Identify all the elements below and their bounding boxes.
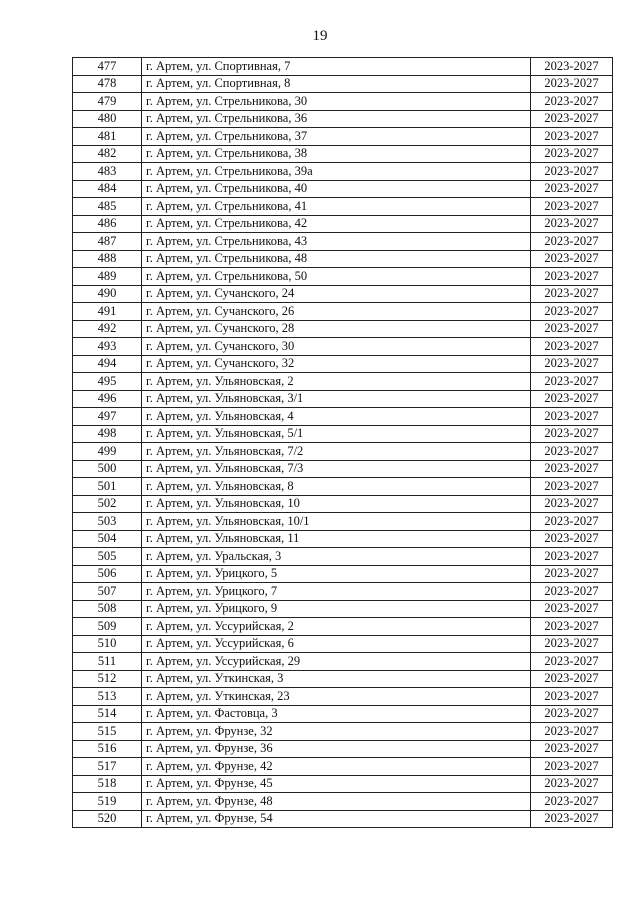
row-number-cell: 499 (73, 443, 142, 461)
row-number-cell: 477 (73, 58, 142, 76)
period-cell: 2023-2027 (531, 653, 613, 671)
period-cell: 2023-2027 (531, 723, 613, 741)
table-row (73, 530, 613, 548)
table-row (73, 303, 613, 321)
table-row (73, 723, 613, 741)
row-number-cell: 483 (73, 163, 142, 181)
row-number-cell: 482 (73, 145, 142, 163)
row-number-cell: 488 (73, 250, 142, 268)
table-row (73, 215, 613, 233)
address-cell: г. Артем, ул. Стрельникова, 38 (142, 145, 531, 163)
address-cell: г. Артем, ул. Ульяновская, 2 (142, 373, 531, 391)
row-number-cell: 517 (73, 758, 142, 776)
address-cell: г. Артем, ул. Уткинская, 23 (142, 688, 531, 706)
address-cell: г. Артем, ул. Ульяновская, 8 (142, 478, 531, 496)
row-number-cell: 512 (73, 670, 142, 688)
table-row (73, 233, 613, 251)
row-number-cell: 484 (73, 180, 142, 198)
address-table (72, 57, 613, 828)
address-table-body (73, 58, 613, 828)
table-row (73, 75, 613, 93)
address-cell: г. Артем, ул. Уссурийская, 2 (142, 618, 531, 636)
period-cell: 2023-2027 (531, 320, 613, 338)
row-number-cell: 480 (73, 110, 142, 128)
period-cell: 2023-2027 (531, 530, 613, 548)
table-row (73, 705, 613, 723)
table-row (73, 810, 613, 828)
row-number-cell: 518 (73, 775, 142, 793)
period-cell: 2023-2027 (531, 460, 613, 478)
period-cell: 2023-2027 (531, 110, 613, 128)
table-row (73, 338, 613, 356)
table-row (73, 688, 613, 706)
address-cell: г. Артем, ул. Стрельникова, 36 (142, 110, 531, 128)
period-cell: 2023-2027 (531, 268, 613, 286)
address-cell: г. Артем, ул. Ульяновская, 7/2 (142, 443, 531, 461)
address-cell: г. Артем, ул. Фрунзе, 42 (142, 758, 531, 776)
period-cell: 2023-2027 (531, 810, 613, 828)
table-row (73, 565, 613, 583)
table-row (73, 128, 613, 146)
address-cell: г. Артем, ул. Ульяновская, 7/3 (142, 460, 531, 478)
period-cell: 2023-2027 (531, 758, 613, 776)
table-row (73, 600, 613, 618)
row-number-cell: 478 (73, 75, 142, 93)
period-cell: 2023-2027 (531, 233, 613, 251)
address-cell: г. Артем, ул. Фрунзе, 54 (142, 810, 531, 828)
table-row (73, 58, 613, 76)
period-cell: 2023-2027 (531, 93, 613, 111)
period-cell: 2023-2027 (531, 583, 613, 601)
row-number-cell: 516 (73, 740, 142, 758)
row-number-cell: 479 (73, 93, 142, 111)
row-number-cell: 486 (73, 215, 142, 233)
row-number-cell: 506 (73, 565, 142, 583)
table-row (73, 408, 613, 426)
row-number-cell: 520 (73, 810, 142, 828)
table-row (73, 478, 613, 496)
address-cell: г. Артем, ул. Сучанского, 26 (142, 303, 531, 321)
period-cell: 2023-2027 (531, 180, 613, 198)
row-number-cell: 500 (73, 460, 142, 478)
table-row (73, 548, 613, 566)
table-row (73, 93, 613, 111)
row-number-cell: 507 (73, 583, 142, 601)
table-row (73, 460, 613, 478)
period-cell: 2023-2027 (531, 793, 613, 811)
row-number-cell: 487 (73, 233, 142, 251)
period-cell: 2023-2027 (531, 163, 613, 181)
table-row (73, 180, 613, 198)
period-cell: 2023-2027 (531, 250, 613, 268)
address-cell: г. Артем, ул. Стрельникова, 43 (142, 233, 531, 251)
address-cell: г. Артем, ул. Уральская, 3 (142, 548, 531, 566)
period-cell: 2023-2027 (531, 443, 613, 461)
address-cell: г. Артем, ул. Спортивная, 8 (142, 75, 531, 93)
table-row (73, 110, 613, 128)
row-number-cell: 510 (73, 635, 142, 653)
row-number-cell: 519 (73, 793, 142, 811)
table-row (73, 320, 613, 338)
table-row (73, 355, 613, 373)
table-row (73, 758, 613, 776)
period-cell: 2023-2027 (531, 705, 613, 723)
period-cell: 2023-2027 (531, 285, 613, 303)
table-row (73, 775, 613, 793)
period-cell: 2023-2027 (531, 373, 613, 391)
row-number-cell: 497 (73, 408, 142, 426)
address-cell: г. Артем, ул. Стрельникова, 30 (142, 93, 531, 111)
period-cell: 2023-2027 (531, 670, 613, 688)
row-number-cell: 481 (73, 128, 142, 146)
period-cell: 2023-2027 (531, 425, 613, 443)
row-number-cell: 508 (73, 600, 142, 618)
period-cell: 2023-2027 (531, 145, 613, 163)
table-row (73, 513, 613, 531)
address-cell: г. Артем, ул. Стрельникова, 41 (142, 198, 531, 216)
row-number-cell: 485 (73, 198, 142, 216)
table-row (73, 740, 613, 758)
period-cell: 2023-2027 (531, 495, 613, 513)
table-row (73, 268, 613, 286)
address-cell: г. Артем, ул. Фрунзе, 32 (142, 723, 531, 741)
address-cell: г. Артем, ул. Стрельникова, 37 (142, 128, 531, 146)
address-cell: г. Артем, ул. Ульяновская, 11 (142, 530, 531, 548)
period-cell: 2023-2027 (531, 688, 613, 706)
row-number-cell: 515 (73, 723, 142, 741)
row-number-cell: 491 (73, 303, 142, 321)
row-number-cell: 494 (73, 355, 142, 373)
table-row (73, 583, 613, 601)
row-number-cell: 498 (73, 425, 142, 443)
address-cell: г. Артем, ул. Фрунзе, 36 (142, 740, 531, 758)
table-row (73, 198, 613, 216)
row-number-cell: 505 (73, 548, 142, 566)
row-number-cell: 495 (73, 373, 142, 391)
table-row (73, 163, 613, 181)
address-cell: г. Артем, ул. Ульяновская, 10/1 (142, 513, 531, 531)
row-number-cell: 496 (73, 390, 142, 408)
table-row (73, 670, 613, 688)
period-cell: 2023-2027 (531, 355, 613, 373)
period-cell: 2023-2027 (531, 198, 613, 216)
address-cell: г. Артем, ул. Урицкого, 5 (142, 565, 531, 583)
address-cell: г. Артем, ул. Уссурийская, 6 (142, 635, 531, 653)
table-row (73, 373, 613, 391)
period-cell: 2023-2027 (531, 548, 613, 566)
period-cell: 2023-2027 (531, 565, 613, 583)
table-row (73, 653, 613, 671)
address-cell: г. Артем, ул. Стрельникова, 42 (142, 215, 531, 233)
page-number: 19 (312, 28, 328, 44)
period-cell: 2023-2027 (531, 215, 613, 233)
address-cell: г. Артем, ул. Сучанского, 30 (142, 338, 531, 356)
address-cell: г. Артем, ул. Стрельникова, 50 (142, 268, 531, 286)
address-cell: г. Артем, ул. Сучанского, 28 (142, 320, 531, 338)
table-row (73, 425, 613, 443)
table-row (73, 390, 613, 408)
address-cell: г. Артем, ул. Спортивная, 7 (142, 58, 531, 76)
table-row (73, 495, 613, 513)
row-number-cell: 489 (73, 268, 142, 286)
address-cell: г. Артем, ул. Ульяновская, 10 (142, 495, 531, 513)
period-cell: 2023-2027 (531, 338, 613, 356)
address-cell: г. Артем, ул. Ульяновская, 3/1 (142, 390, 531, 408)
address-cell: г. Артем, ул. Уссурийская, 29 (142, 653, 531, 671)
address-cell: г. Артем, ул. Сучанского, 24 (142, 285, 531, 303)
row-number-cell: 511 (73, 653, 142, 671)
address-cell: г. Артем, ул. Стрельникова, 48 (142, 250, 531, 268)
period-cell: 2023-2027 (531, 478, 613, 496)
table-row (73, 618, 613, 636)
address-cell: г. Артем, ул. Стрельникова, 39а (142, 163, 531, 181)
period-cell: 2023-2027 (531, 740, 613, 758)
row-number-cell: 492 (73, 320, 142, 338)
address-cell: г. Артем, ул. Сучанского, 32 (142, 355, 531, 373)
address-cell: г. Артем, ул. Стрельникова, 40 (142, 180, 531, 198)
table-row (73, 443, 613, 461)
row-number-cell: 513 (73, 688, 142, 706)
period-cell: 2023-2027 (531, 618, 613, 636)
address-cell: г. Артем, ул. Фрунзе, 45 (142, 775, 531, 793)
period-cell: 2023-2027 (531, 390, 613, 408)
address-cell: г. Артем, ул. Урицкого, 9 (142, 600, 531, 618)
period-cell: 2023-2027 (531, 513, 613, 531)
row-number-cell: 493 (73, 338, 142, 356)
address-cell: г. Артем, ул. Фастовца, 3 (142, 705, 531, 723)
address-cell: г. Артем, ул. Уткинская, 3 (142, 670, 531, 688)
address-cell: г. Артем, ул. Ульяновская, 5/1 (142, 425, 531, 443)
period-cell: 2023-2027 (531, 635, 613, 653)
period-cell: 2023-2027 (531, 58, 613, 76)
table-row (73, 250, 613, 268)
table-row (73, 793, 613, 811)
row-number-cell: 509 (73, 618, 142, 636)
row-number-cell: 503 (73, 513, 142, 531)
table-row (73, 145, 613, 163)
row-number-cell: 514 (73, 705, 142, 723)
address-cell: г. Артем, ул. Урицкого, 7 (142, 583, 531, 601)
period-cell: 2023-2027 (531, 128, 613, 146)
row-number-cell: 490 (73, 285, 142, 303)
row-number-cell: 504 (73, 530, 142, 548)
period-cell: 2023-2027 (531, 600, 613, 618)
address-cell: г. Артем, ул. Фрунзе, 48 (142, 793, 531, 811)
period-cell: 2023-2027 (531, 408, 613, 426)
period-cell: 2023-2027 (531, 75, 613, 93)
address-cell: г. Артем, ул. Ульяновская, 4 (142, 408, 531, 426)
period-cell: 2023-2027 (531, 303, 613, 321)
table-row (73, 635, 613, 653)
row-number-cell: 501 (73, 478, 142, 496)
period-cell: 2023-2027 (531, 775, 613, 793)
row-number-cell: 502 (73, 495, 142, 513)
table-row (73, 285, 613, 303)
